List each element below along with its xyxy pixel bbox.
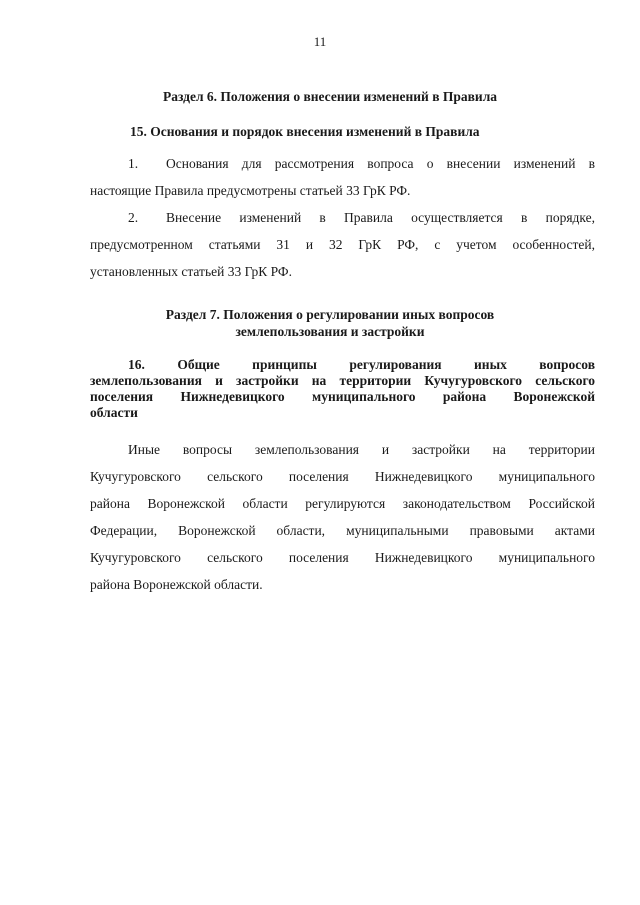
subsection-15-title: 15. Основания и порядок внесения изменений в Правила <box>130 124 480 139</box>
page-number: 11 <box>313 34 327 49</box>
body-line-5: Кучугуровского сельского поселения Нижнедевицкого муниципального <box>90 550 595 565</box>
body-line-6: района Воронежской области. <box>90 577 263 592</box>
body-line-3: района Воронежской области регулируются законодательством Российской <box>90 496 595 511</box>
subsection-16-title <box>90 357 595 421</box>
section-7-title-line-2: землепользования и застройки <box>235 324 425 339</box>
item-1-line-1 <box>90 150 595 177</box>
item-1 <box>90 150 595 204</box>
section-7-title <box>140 306 520 340</box>
item-2-line-3: установленных статьей 33 ГрК РФ. <box>90 264 292 279</box>
subsection-16-title-line-4: области <box>90 405 138 420</box>
body-line-2: Кучугуровского сельского поселения Нижнедевицкого муниципального <box>90 469 595 484</box>
subsection-16-body <box>90 436 595 598</box>
item-1-line-2: настоящие Правила предусмотрены статьей 33 ГрК РФ. <box>90 183 411 198</box>
subsection-16-title-line-2: землепользования и застройки на территории Кучугуровского сельского <box>90 373 595 388</box>
item-2-text-1: Внесение изменений в Правила осуществляется в порядке, <box>166 210 595 225</box>
item-2-line-2: предусмотренном статьями 31 и 32 ГрК РФ, с учетом особенностей, <box>90 237 595 252</box>
body-line-4: Федерации, Воронежской области, муниципальными правовыми актами <box>90 523 595 538</box>
item-1-number: 1. <box>128 156 139 171</box>
subsection-16-title-line-3: поселения Нижнедевицкого муниципального района Воронежской <box>90 389 595 404</box>
item-1-text-1: Основания для рассмотрения вопроса о внесении изменений в <box>166 156 595 171</box>
section-6-title: Раздел 6. Положения о внесении изменений в Правила <box>162 89 498 104</box>
item-2-number: 2. <box>128 210 139 225</box>
item-2-line-1 <box>90 204 595 231</box>
body-line-1: Иные вопросы землепользования и застройки на территории <box>128 442 595 457</box>
item-2 <box>90 204 595 285</box>
section-7-title-line-1: Раздел 7. Положения о регулировании иных вопросов <box>165 307 495 322</box>
subsection-16-title-line-1: 16. Общие принципы регулирования иных вопросов <box>128 357 595 372</box>
